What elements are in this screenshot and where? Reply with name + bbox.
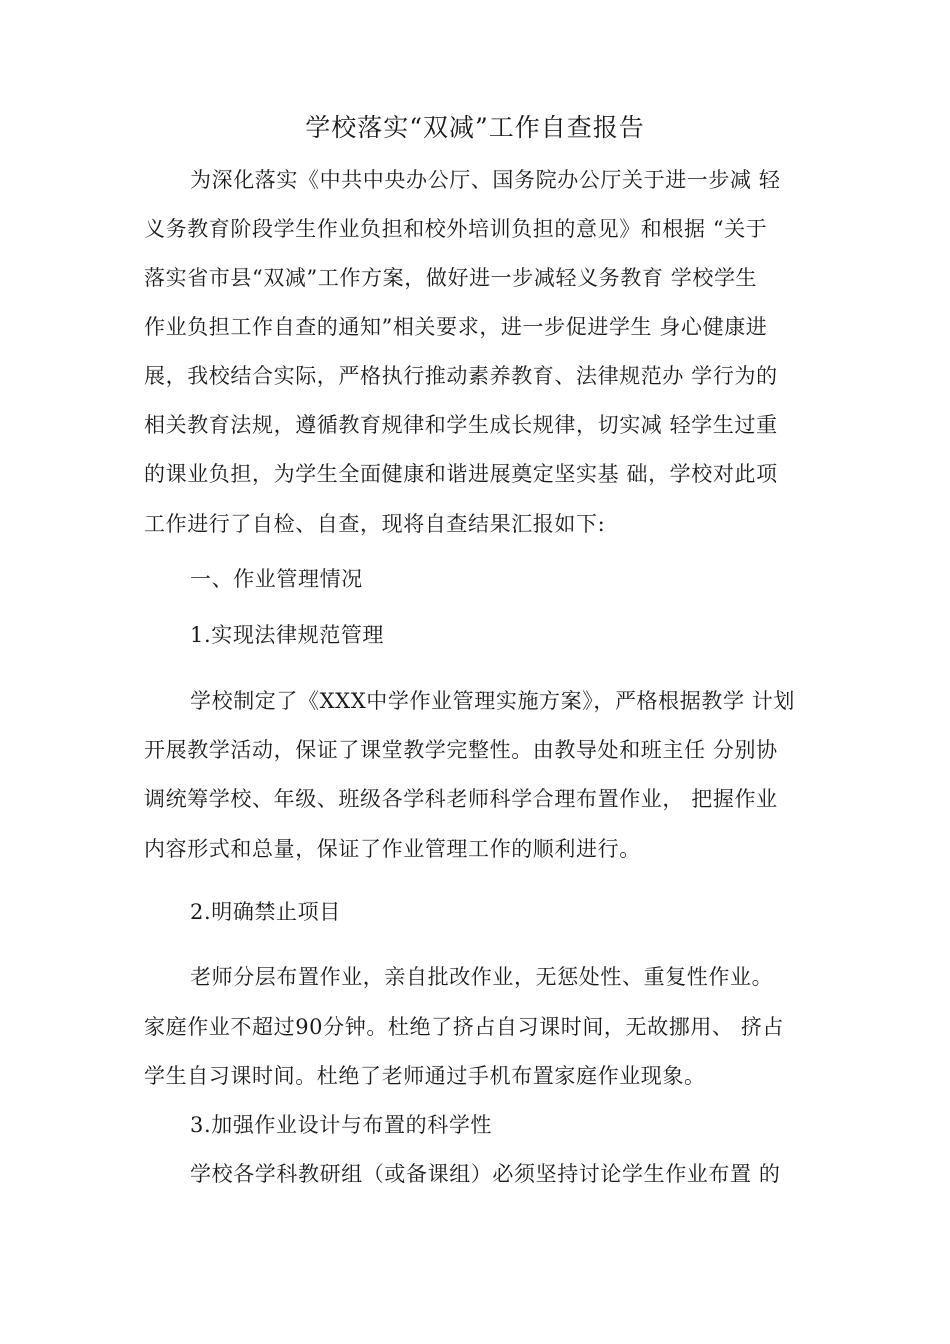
paragraph-line: 学校各学科教研组（或备课组）必须坚持讨论学生作业布置 的 bbox=[190, 1162, 781, 1186]
paragraph-line: 义务教育阶段学生作业负担和校外培训负担的意见》和根据 “关于 bbox=[144, 217, 768, 241]
paragraph-line: 学生自习课时间。杜绝了老师通过手机布置家庭作业现象。 bbox=[144, 1064, 706, 1088]
paragraph-line: 内容形式和总量，保证了作业管理工作的顺利进行。 bbox=[144, 837, 641, 861]
paragraph-line: 的课业负担，为学生全面健康和谐进展奠定坚实基 础，学校对此项 bbox=[144, 462, 778, 486]
paragraph-line: 作业负担工作自查的通知”相关要求，进一步促进学生 身心健康进 bbox=[144, 315, 768, 339]
paragraph-line: 学校制定了《XXX中学作业管理实施方案》，严格根据教学 计划 bbox=[190, 689, 796, 713]
paragraph-line: 调统筹学校、年级、班级各学科老师科学合理布置作业， 把握作业 bbox=[144, 787, 778, 811]
subsection-heading: 1.实现法律规范管理 bbox=[190, 623, 385, 647]
paragraph-line: 开展教学活动，保证了课堂教学完整性。由教导处和班主任 分别协 bbox=[144, 738, 778, 762]
document-title: 学校落实“双减”工作自查报告 bbox=[305, 113, 645, 142]
subsection-heading: 3.加强作业设计与布置的科学性 bbox=[190, 1113, 493, 1137]
paragraph-line: 为深化落实《中共中央办公厅、国务院办公厅关于进一步减 轻 bbox=[190, 168, 781, 192]
section-heading: 一、作业管理情况 bbox=[190, 567, 363, 591]
paragraph-line: 相关教育法规，遵循教育规律和学生成长规律，切实减 轻学生过重 bbox=[144, 413, 778, 437]
paragraph-line: 落实省市县“双减”工作方案，做好进一步减轻义务教育 学校学生 bbox=[144, 266, 758, 290]
paragraph-line: 家庭作业不超过90分钟。杜绝了挤占自习课时间，无故挪用、 挤占 bbox=[144, 1015, 784, 1039]
paragraph-line: 展，我校结合实际，严格执行推动素养教育、法律规范办 学行为的 bbox=[144, 364, 778, 388]
subsection-heading: 2.明确禁止项目 bbox=[190, 900, 341, 924]
paragraph-line: 工作进行了自检、自查，现将自查结果汇报如下: bbox=[144, 512, 606, 536]
paragraph-line: 老师分层布置作业，亲自批改作业，无惩处性、重复性作业。 bbox=[190, 965, 774, 989]
